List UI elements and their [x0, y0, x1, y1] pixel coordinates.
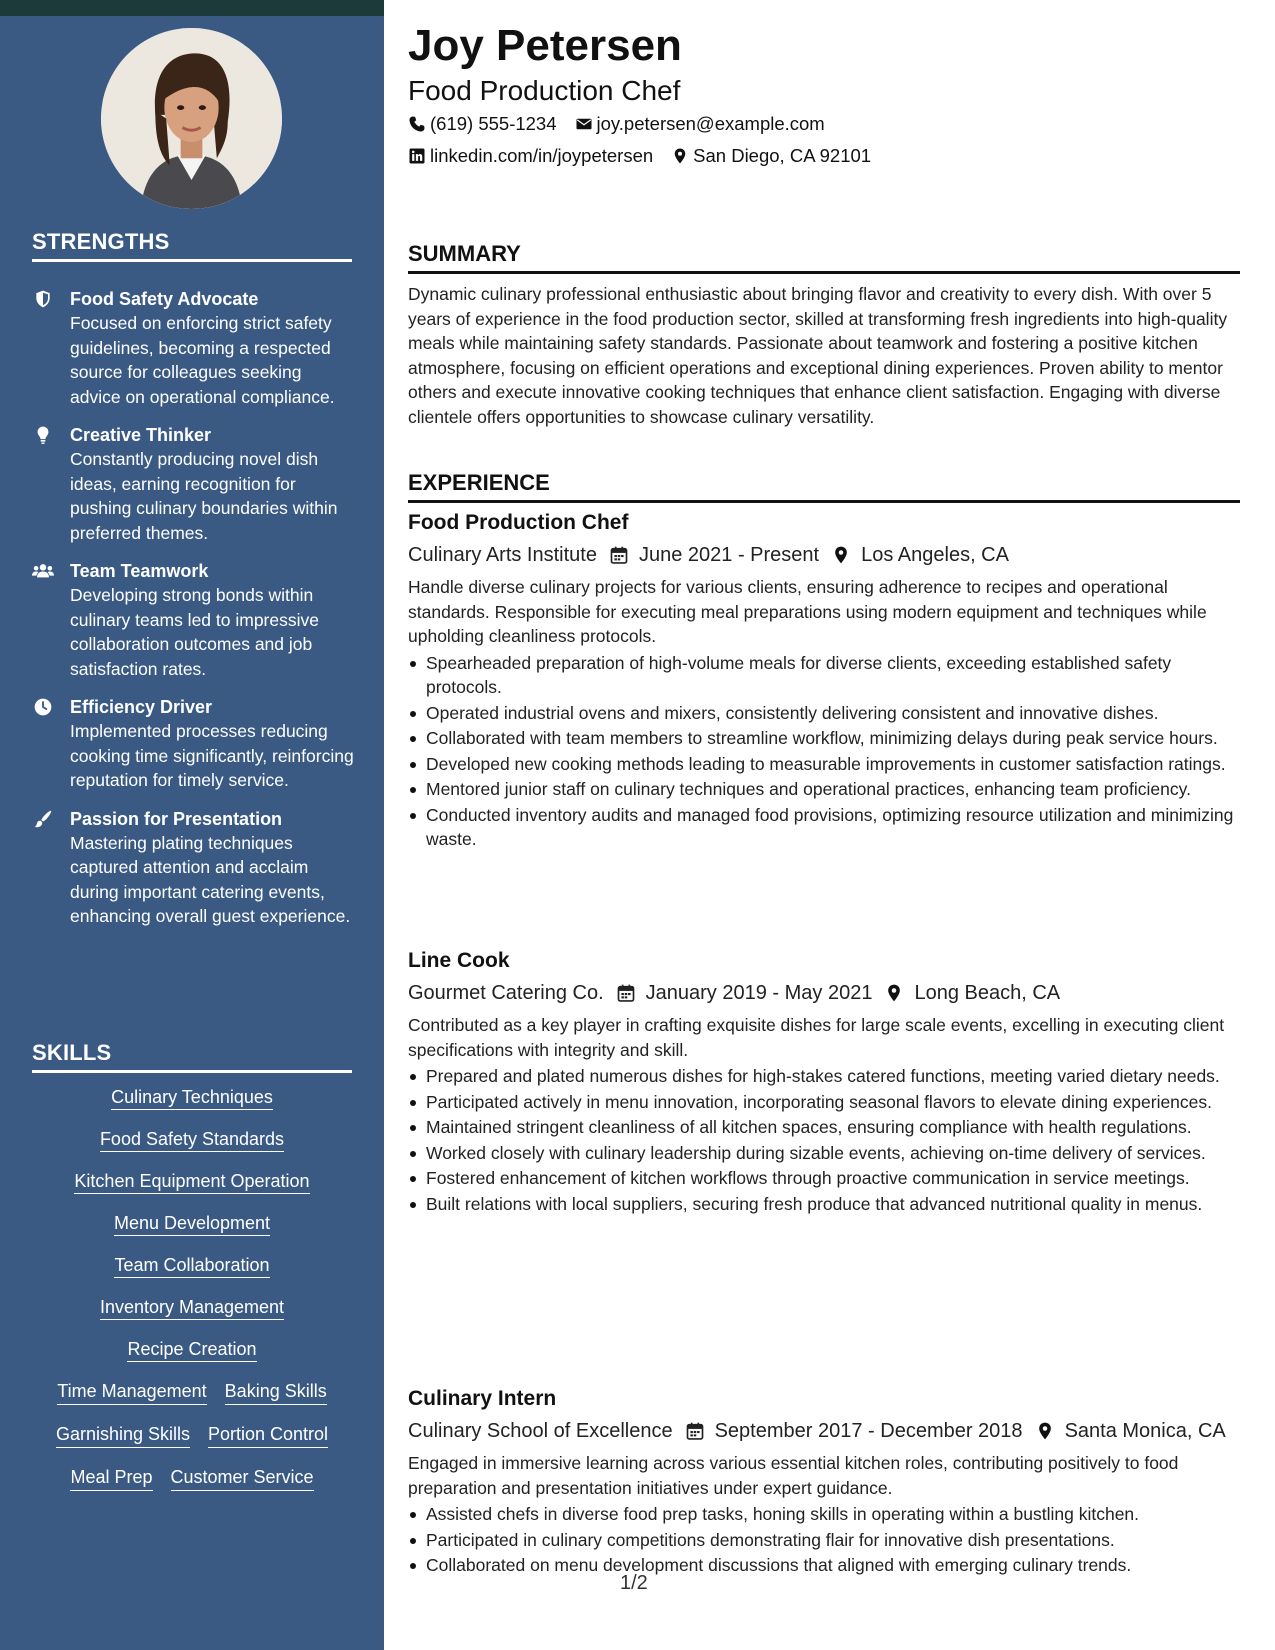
bullet-item: Worked closely with culinary leadership during sizable events, achieving on-time delivery of services.	[408, 1141, 1240, 1166]
strength-description: Mastering plating techniques captured attention and acclaim during important catering events, enhancing overall guest experience.	[70, 832, 351, 926]
bullet-item: Operated industrial ovens and mixers, consistently delivering consistent and innovative dishes.	[408, 701, 1240, 726]
skills-list	[32, 1086, 352, 1491]
skill-row	[32, 1296, 352, 1320]
job-meta	[408, 539, 1240, 571]
strength-item	[32, 559, 354, 681]
calendar-icon	[609, 545, 629, 565]
skill-tag: Team Collaboration	[114, 1255, 269, 1278]
bullet-item: Collaborated on menu development discussions that aligned with emerging culinary trends.	[408, 1553, 1240, 1578]
skill-row	[32, 1212, 352, 1236]
strength-item	[32, 807, 354, 929]
strength-item	[32, 695, 354, 793]
job-entry	[408, 947, 1240, 1217]
skill-tag: Menu Development	[114, 1213, 270, 1236]
bullet-item: Participated in culinary competitions demonstrating flair for innovative dish presentations.	[408, 1528, 1240, 1553]
lightbulb-icon	[32, 423, 70, 545]
users-icon	[32, 559, 70, 681]
email-text[interactable]: joy.petersen@example.com	[596, 113, 825, 134]
linkedin-contact[interactable]	[408, 145, 653, 167]
sidebar	[0, 0, 384, 1650]
location-contact	[671, 145, 871, 167]
strength-description: Focused on enforcing strict safety guidelines, becoming a respected source for colleagues seeking advice on operational compliance.	[70, 313, 335, 407]
map-pin-icon	[884, 983, 904, 1003]
envelope-icon	[575, 115, 593, 133]
bullet-item: Prepared and plated numerous dishes for high-stakes catered functions, meeting varied dietary needs.	[408, 1064, 1240, 1089]
summary-heading: SUMMARY	[408, 241, 1240, 274]
job-bullets	[408, 1502, 1240, 1578]
calendar-icon	[616, 983, 636, 1003]
strength-title: Efficiency Driver	[70, 697, 213, 717]
experience-heading: EXPERIENCE	[408, 470, 1240, 503]
strength-title: Passion for Presentation	[70, 808, 283, 829]
job-meta	[408, 977, 1240, 1009]
profile-photo-illustration	[101, 28, 282, 209]
skill-tag: Food Safety Standards	[100, 1129, 284, 1152]
linkedin-icon	[408, 147, 426, 165]
job-title: Line Cook	[408, 949, 510, 972]
map-pin-icon	[671, 147, 689, 165]
job-company: Gourmet Catering Co.	[408, 982, 604, 1004]
skill-tag: Meal Prep	[70, 1466, 152, 1491]
skill-tag: Time Management	[57, 1380, 206, 1405]
strength-item	[32, 423, 354, 545]
job-location: Los Angeles, CA	[861, 544, 1009, 566]
strength-item	[32, 287, 354, 409]
skill-tag: Garnishing Skills	[56, 1423, 190, 1448]
job-meta	[408, 1415, 1240, 1447]
job-title: Culinary Intern	[408, 1387, 557, 1410]
map-pin-icon	[831, 545, 851, 565]
profile-photo	[101, 28, 282, 209]
bullet-item: Conducted inventory audits and managed food provisions, optimizing resource utilization and minimizing waste.	[408, 803, 1240, 852]
job-dates: January 2019 - May 2021	[645, 982, 873, 1004]
strength-title: Team Teamwork	[70, 561, 209, 581]
contact-row	[408, 113, 843, 135]
bullet-item: Developed new cooking methods leading to measurable improvements in customer satisfaction ratings.	[408, 752, 1240, 777]
brush-icon	[32, 807, 70, 929]
skills-heading: SKILLS	[32, 1040, 352, 1073]
job-company: Culinary School of Excellence	[408, 1420, 673, 1442]
job-dates: June 2021 - Present	[638, 544, 820, 566]
candidate-name: Joy Petersen	[408, 21, 682, 70]
location-text: San Diego, CA 92101	[693, 145, 872, 166]
clock-icon	[32, 695, 70, 793]
candidate-title: Food Production Chef	[408, 75, 681, 106]
email-contact[interactable]	[575, 113, 825, 135]
strength-description: Developing strong bonds within culinary teams led to impressive collaboration outcomes and job satisfaction rates.	[70, 585, 319, 679]
skill-tag: Customer Service	[171, 1466, 314, 1491]
bullet-item: Mentored junior staff on culinary techniques and operational practices, enhancing team proficiency.	[408, 777, 1240, 802]
job-title: Food Production Chef	[408, 511, 629, 534]
shield-icon	[32, 287, 70, 409]
strength-title: Creative Thinker	[70, 425, 212, 445]
job-bullets	[408, 1064, 1240, 1216]
skill-tag: Portion Control	[208, 1423, 328, 1448]
bullet-item: Maintained stringent cleanliness of all kitchen spaces, ensuring compliance with health regulations.	[408, 1115, 1240, 1140]
map-pin-icon	[1035, 1421, 1055, 1441]
bullet-item: Fostered enhancement of kitchen workflows through proactive communication in service meetings.	[408, 1166, 1240, 1191]
strength-description: Constantly producing novel dish ideas, earning recognition for pushing culinary boundaries within preferred themes.	[70, 449, 338, 543]
linkedin-text[interactable]: linkedin.com/in/joypetersen	[430, 145, 654, 166]
strengths-heading: STRENGTHS	[32, 229, 352, 262]
strength-description: Implemented processes reducing cooking time significantly, reinforcing reputation for timely service.	[70, 721, 354, 790]
contact-row	[408, 145, 889, 167]
job-company: Culinary Arts Institute	[408, 544, 597, 566]
job-description: Contributed as a key player in crafting exquisite dishes for large scale events, excelling in executing client specifications with integrity and skill.	[408, 1015, 1225, 1060]
job-location: Santa Monica, CA	[1064, 1420, 1226, 1442]
calendar-icon	[685, 1421, 705, 1441]
skill-tag: Kitchen Equipment Operation	[74, 1171, 309, 1194]
sidebar-top-bar	[0, 0, 384, 16]
skill-tag: Culinary Techniques	[111, 1087, 273, 1110]
bullet-item: Collaborated with team members to streamline workflow, minimizing delays during peak service hours.	[408, 726, 1240, 751]
skill-row	[32, 1170, 352, 1194]
summary-text: Dynamic culinary professional enthusiastic about bringing flavor and creativity to every dish. With over 5 years of experience in the food production sector, skilled at transforming fresh ingredients into high-quality meals while maintaining safety standards. Passionate about teamwork and fostering a positive kitchen atmosphere, focusing on efficient operations and exceptional dining experiences. Proven ability to mentor others and execute innovative cooking techniques that enhance client satisfaction. Engaging with diverse clientele offers opportunities to showcase culinary versatility.	[408, 284, 1228, 427]
phone-contact	[408, 113, 557, 135]
job-entry	[408, 509, 1240, 853]
strength-title: Food Safety Advocate	[70, 289, 259, 309]
skill-row	[32, 1086, 352, 1110]
job-bullets	[408, 651, 1240, 852]
strengths-list	[32, 287, 354, 943]
job-description: Handle diverse culinary projects for various clients, ensuring adherence to recipes and operational standards. Responsible for executing meal preparations using modern equipment and techniques while upholding cleanliness protocols.	[408, 577, 1207, 646]
phone-icon	[408, 115, 426, 133]
skill-tag: Recipe Creation	[127, 1339, 256, 1362]
skill-row	[32, 1338, 352, 1362]
bullet-item: Assisted chefs in diverse food prep tasks, honing skills in operating within a bustling kitchen.	[408, 1502, 1240, 1527]
skill-row	[32, 1128, 352, 1152]
bullet-item: Spearheaded preparation of high-volume meals for diverse clients, exceeding established safety protocols.	[408, 651, 1240, 700]
skill-tag: Inventory Management	[100, 1297, 284, 1320]
job-description: Engaged in immersive learning across various essential kitchen roles, contributing positively to food preparation and presentation initiatives under expert guidance.	[408, 1453, 1179, 1498]
job-location: Long Beach, CA	[914, 982, 1061, 1004]
bullet-item: Built relations with local suppliers, securing fresh produce that advanced nutritional quality in menus.	[408, 1192, 1240, 1217]
job-entry	[408, 1385, 1240, 1579]
bullet-item: Participated actively in menu innovation, incorporating seasonal flavors to elevate dining experiences.	[408, 1090, 1240, 1115]
phone-text: (619) 555-1234	[430, 113, 557, 134]
skill-row	[32, 1254, 352, 1278]
job-dates: September 2017 - December 2018	[714, 1420, 1023, 1442]
skill-tag: Baking Skills	[225, 1380, 327, 1405]
page-number: 1/2	[620, 1572, 648, 1594]
